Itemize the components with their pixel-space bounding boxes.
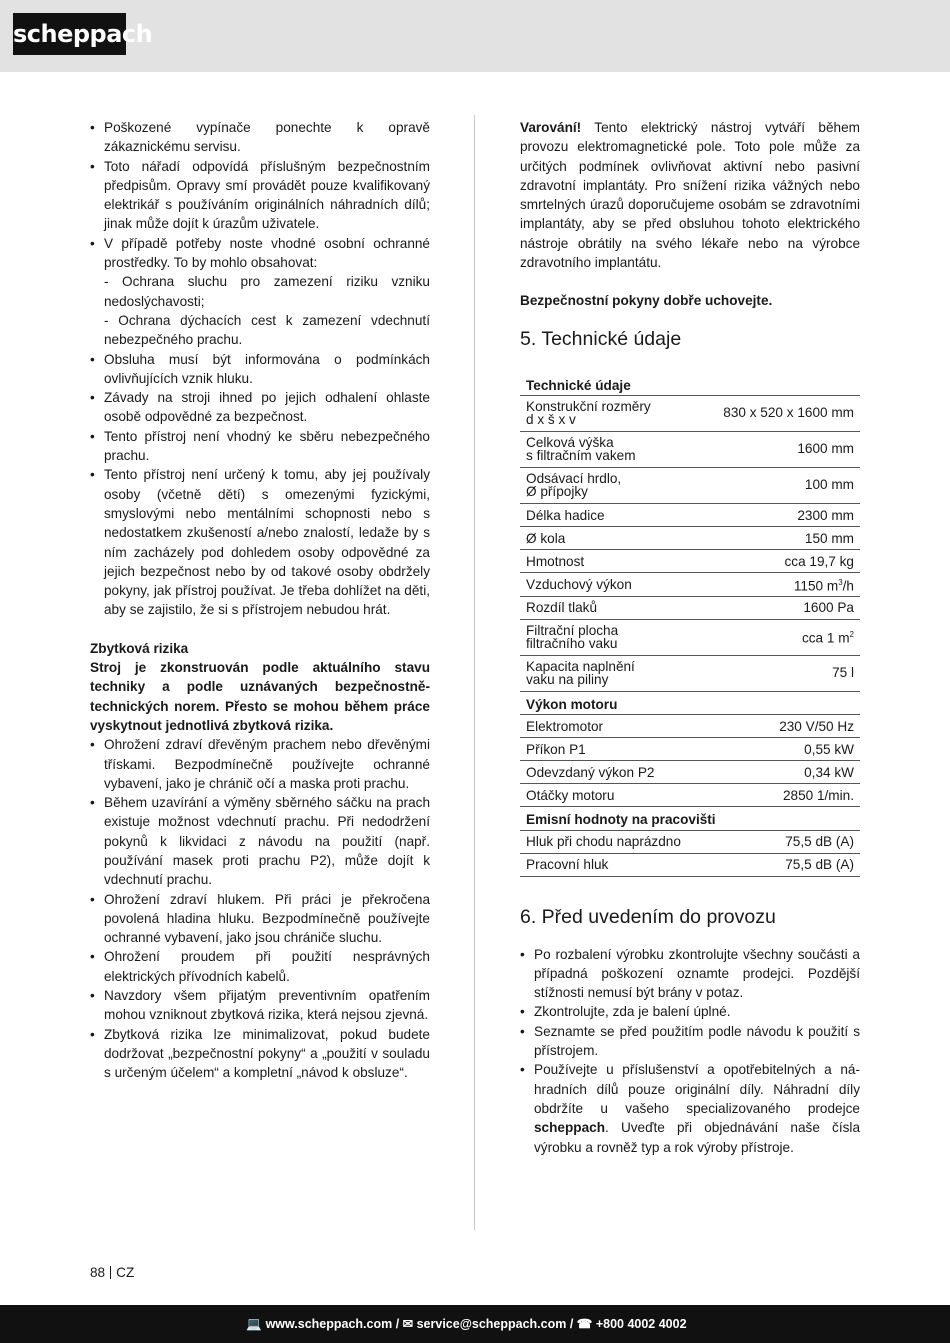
residual-risks-list	[90, 735, 430, 1082]
row-value: 830 x 520 x 1600 mm	[703, 396, 860, 432]
row-label: Hluk při chodu naprázdno	[520, 830, 703, 853]
table-header-row	[520, 807, 860, 830]
row-value: 0,55 kW	[703, 738, 860, 761]
ppe-text: V případě potřeby noste vhodné osobní ochranné prostředky. To by mohlo obsahovat:	[104, 235, 430, 271]
keep-instructions-text: Bezpečnostní pokyny dobře uchovejte.	[520, 293, 773, 309]
row-value: 75,5 dB (A)	[703, 830, 860, 853]
table-row	[520, 504, 860, 527]
scheppach-logo: scheppach	[13, 13, 126, 55]
safety-list	[90, 118, 430, 620]
residual-risks-title: Zbytková rizika	[90, 640, 189, 656]
footer-separator	[110, 1266, 111, 1279]
row-value: 75,5 dB (A)	[703, 853, 860, 876]
section-5-title: 5. Technické údaje	[520, 327, 682, 350]
contact-text: www.scheppach.com / ✉ service@scheppach.com / ☎ +800 4002 4002	[265, 1317, 687, 1331]
row-value: 230 V/50 Hz	[703, 715, 860, 738]
table-row	[520, 597, 860, 620]
header-bar	[0, 0, 950, 72]
row-value: 100 mm	[703, 468, 860, 504]
table-row	[520, 573, 860, 597]
list-item: • Seznamte se před použitím podle návodu k použití s přístrojem.	[520, 1022, 860, 1061]
row-label: Příkon P1	[520, 738, 703, 761]
list-item: • Obsluha musí být informována o podmínkách ovlivňujících vznik hluku.	[90, 350, 430, 389]
list-item: • Ohrožení zdraví dřevěným prachem nebo dřevěnými třískami. Bezpodmínečně používejte ochranné vybavení, jako je chránič očí a maska proti prachu.	[90, 735, 430, 793]
list-item: • Tento přístroj není vhodný ke sběru nebezpečného prachu.	[90, 427, 430, 466]
table-row	[520, 656, 860, 692]
row-value: 2850 1/min.	[703, 784, 860, 807]
list-item: • Ohrožení proudem při použití nesprávných elektrických přívodních kabelů.	[90, 947, 430, 986]
row-label: Odevzdaný výkon P2	[520, 761, 703, 784]
row-label: Konstrukční rozměry d x š x v	[520, 396, 703, 432]
residual-risks-intro: Stroj je zkonstruován podle aktuálního stavu techniky a podle uznávaných bezpečnostně-technických norem. Přesto se mohou během práce vyskytnout jednotlivá zbytková rizika.	[90, 660, 430, 733]
list-item: • Ohrožení zdraví hlukem. Při práci je překročena povolená hladina hluku. Bezpodmínečně používejte ochranné vybavení, jako jsou chrániče sluchu.	[90, 890, 430, 948]
row-label: Hmotnost	[520, 550, 703, 573]
table-row	[520, 761, 860, 784]
row-label: Elektromotor	[520, 715, 703, 738]
row-label: Délka hadice	[520, 504, 703, 527]
contact-bar	[0, 1305, 950, 1343]
row-value: 1150 $m^3/h$	[703, 573, 860, 597]
table-row	[520, 432, 860, 468]
row-label: Otáčky motoru	[520, 784, 703, 807]
page-number: 88	[90, 1265, 106, 1280]
table-row	[520, 620, 860, 656]
language-code: CZ	[116, 1265, 135, 1280]
list-item: • Toto nářadí odpovídá příslušným bezpečnostním předpisům. Opravy smí provádět pouze kvalifikovaný elektrikář s používáním originálních náhradních dílů; jinak může dojít k úrazům uživatele.	[90, 157, 430, 234]
row-label: Rozdíl tlaků	[520, 597, 703, 620]
table-row	[520, 527, 860, 550]
row-value: 1600 Pa	[703, 597, 860, 620]
row-value: 1600 mm	[703, 432, 860, 468]
ppe-sub-item: - Ochrana dýchacích cest k zamezení vdechnutí nebezpečného prachu.	[104, 312, 430, 348]
table-header-row	[520, 373, 860, 396]
page-footer	[90, 1265, 134, 1280]
list-item: • Po rozbalení výrobku zkontrolujte všechny součásti a případná poškození oznamte prodejci. Pozdější stížnosti nemusí být brány v potaz.	[520, 945, 860, 1003]
ppe-sub-item: - Ochrana sluchu pro zamezení riziku vzniku nedoslýchavosti;	[104, 274, 430, 309]
table-row	[520, 830, 860, 853]
list-item: • Zbytková rizika lze minimalizovat, pokud budete dodržovat „bezpečnostní pokyny“ a „použití v souladu s určeným účelem“ a kompletní „návod k obsluze“.	[90, 1025, 430, 1083]
row-label: Kapacita naplnění vaku na piliny	[520, 656, 703, 692]
left-column	[90, 118, 430, 1083]
list-item: • Závady na stroji ihned po jejich odhalení ohlaste osobě odpovědné za bezpečnost.	[90, 388, 430, 427]
table-row	[520, 550, 860, 573]
list-item: • Navzdory všem přijatým preventivním opatřením mohou vzniknout zbytková rizika, která nejsou zjevná.	[90, 986, 430, 1025]
row-value: cca 1 $m^2$	[703, 620, 860, 656]
table-header: Technické údaje	[520, 373, 860, 396]
list-item: • Zkontrolujte, zda je balení úplné.	[520, 1002, 860, 1021]
row-value: 2300 mm	[703, 504, 860, 527]
table-header: Výkon motoru	[520, 692, 860, 715]
startup-list	[520, 945, 860, 1157]
table-header-row	[520, 692, 860, 715]
list-item: • Poškozené vypínače ponechte k opravě zákaznickému servisu.	[90, 118, 430, 157]
right-column	[520, 118, 860, 1157]
table-header: Emisní hodnoty na pracovišti	[520, 807, 860, 830]
column-divider	[474, 115, 475, 1230]
warning-text: Tento elektrický nástroj vytváří během provozu elektromagnetické pole. Toto pole může za určitých podmínek ovlivňovat aktivní nebo pasivní zdravotní implantáty. Pro snížení rizika vážných nebo smrtelných úrazů doporučujeme osobám se zdravotními implantáty, aby se před obsluhou tohoto elektrického nástroje obrátily na svého lékaře nebo na výrobce zdravotního implantátu.	[520, 120, 860, 271]
row-value: 75 l	[703, 656, 860, 692]
table-row	[520, 853, 860, 876]
table-row	[520, 715, 860, 738]
computer-icon: 💻	[246, 1317, 262, 1331]
brand-name: scheppach	[534, 1120, 606, 1136]
row-label: Odsávací hrdlo, Ø přípojky	[520, 468, 703, 504]
list-item: • Tento přístroj není určený k tomu, aby jej používaly osoby (včetně dětí) s omezenými fyzickými, smyslovými nebo mentálními schopnosti nebo s nedostatkem zkušeností a/nebo znalostí, ledaže by s ním zacházely pod dohledem osoby odpovědné za jejich bezpečnost nebo by od takové osoby obdržely pokyny, jak přístroj používat. Je třeba dohlížet na děti, aby se zajistilo, že si s přístrojem nebudou hrát.	[90, 465, 430, 619]
table-row	[520, 784, 860, 807]
table-row	[520, 468, 860, 504]
list-item: • Během uzavírání a výměny sběrného sáčku na prach existuje možnost vdechnutí prachu. Při nedodržení pokynů k likvidaci z návodu na použití (např. používání masek proti prachu P2), může dojít k vdechnutí prachu.	[90, 793, 430, 889]
row-label: Celková výška s filtračním vakem	[520, 432, 703, 468]
row-label: Ø kola	[520, 527, 703, 550]
list-item	[90, 234, 430, 350]
warning-paragraph	[520, 118, 860, 272]
row-label: Pracovní hluk	[520, 853, 703, 876]
table-row	[520, 396, 860, 432]
row-label: Filtrační plocha filtračního vaku	[520, 620, 703, 656]
row-value: 0,34 kW	[703, 761, 860, 784]
table-row	[520, 738, 860, 761]
row-value: 150 mm	[703, 527, 860, 550]
row-value: cca 19,7 kg	[703, 550, 860, 573]
row-label: Vzduchový výkon	[520, 573, 703, 597]
section-6-title: 6. Před uvedením do provozu	[520, 905, 776, 928]
list-item: • Používejte u příslušenství a opotřebitelných a náhradních dílů pouze originální díly. Náhradní díly obdržíte u vašeho specializovaného prodejce scheppach. Uveďte při objednávání naše čísla výrobku a rovněž typ a rok výroby přístroje.	[520, 1060, 860, 1156]
technical-data-table	[520, 373, 860, 877]
warning-label: Varování!	[520, 120, 582, 135]
